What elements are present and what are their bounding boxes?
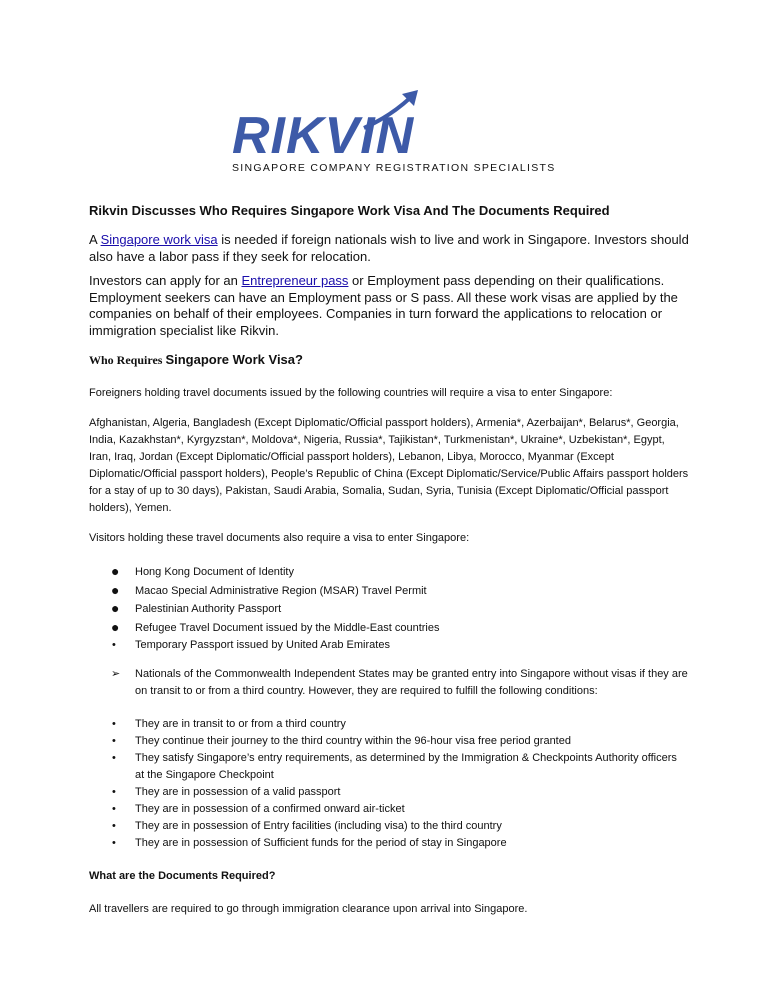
intro-suffix: is needed if foreign nationals wish to live and work in Singapore. Investors should also have a labor pass if they seek for relocation.: [89, 232, 689, 264]
bullet-icon: •: [112, 786, 116, 798]
condition-text: They are in possession of a confirmed onward air-ticket: [135, 803, 405, 815]
bullet-icon: •: [112, 752, 116, 764]
document-item-text: Hong Kong Document of Identity: [135, 566, 294, 578]
para2-suffix: or Employment pass depending on their qualifications. Employment seekers can have an Employment pass or S pass. All these work visas are applied by the companies on behalf of their employees. Companies in turn forward the applications to relocation or immigration specialist like Rikvin.: [89, 273, 678, 338]
section-heading-documents: What are the Documents Required?: [89, 870, 276, 882]
foreigners-intro: Foreigners holding travel documents issued by the following countries will require a visa to enter Singapore:: [89, 387, 613, 399]
logo-tagline: SINGAPORE COMPANY REGISTRATION SPECIALISTS: [232, 162, 556, 174]
logo-wordmark: RIKVIN: [232, 107, 415, 165]
document-item-text: Macao Special Administrative Region (MSAR) Travel Permit: [135, 584, 427, 597]
intro-paragraph: [89, 232, 689, 265]
rising-arrow-icon: [362, 90, 422, 130]
list-item: [89, 637, 689, 654]
investors-paragraph: [89, 273, 689, 339]
page-title: Rikvin Discusses Who Requires Singapore Work Visa And The Documents Required: [89, 203, 610, 218]
bullet-icon: •: [112, 735, 116, 747]
list-item: [89, 835, 689, 852]
cis-note-text: Nationals of the Commonwealth Independent States may be granted entry into Singapore without visas if they are on transit to or from a third country. However, they are required to fulfill the following conditions:: [135, 668, 688, 697]
list-item: [89, 750, 689, 784]
bullet-icon: ●: [111, 618, 120, 635]
list-item: [89, 619, 689, 638]
list-item: [89, 733, 689, 750]
bullet-icon: •: [112, 639, 116, 651]
final-paragraph: All travellers are required to go through immigration clearance upon arrival into Singapore.: [89, 903, 528, 915]
condition-text: They satisfy Singapore’s entry requirements, as determined by the Immigration & Checkpoints Authority officers at the Singapore Checkpoint: [135, 752, 677, 781]
para2-prefix: Investors can apply for an: [89, 273, 242, 288]
bullet-icon: •: [112, 837, 116, 849]
document-item-text: Refugee Travel Document issued by the Middle-East countries: [135, 621, 440, 634]
bullet-icon: ●: [111, 600, 120, 616]
visitors-intro: Visitors holding these travel documents also require a visa to enter Singapore:: [89, 532, 470, 544]
travel-documents-list: [89, 563, 689, 637]
document-item-text: Temporary Passport issued by United Arab Emirates: [135, 639, 390, 651]
bullet-icon: •: [112, 803, 116, 815]
condition-text: They continue their journey to the third country within the 96-hour visa free period granted: [135, 735, 571, 747]
bullet-icon: •: [112, 820, 116, 832]
rikvin-logo: [232, 90, 562, 180]
bullet-icon: ●: [111, 563, 120, 579]
arrow-bullet-icon: ➢: [111, 668, 121, 680]
singapore-work-visa-link[interactable]: Singapore work visa: [100, 232, 218, 247]
countries-list: Afghanistan, Algeria, Bangladesh (Except Diplomatic/Official passport holders), Armenia*, Azerbaijan*, Belarus*, Georgia, India, Kazakhstan*, Kyrgyzstan*, Moldova*, Nigeria, Russia*, Tajikistan*, Turkmenistan*, Ukraine*, Uzbekistan*, Egypt, Iran, Iraq, Jordan (Except Diplomatic/Official passport holders), Lebanon, Libya, Morocco, Myanmar (Except Diplomatic/Official passport holders), People’s Republic of China (Except Diplomatic/Service/Public Affairs passport holders for a stay of up to 30 days), Pakistan, Saudi Arabia, Somalia, Sudan, Syria, Tunisia (Except Diplomatic/Official passport holders), Yemen.: [89, 417, 689, 514]
travel-documents-list-cont: [89, 637, 689, 654]
cis-note: [89, 666, 689, 700]
section-heading-who-requires: [89, 351, 689, 369]
list-item: [89, 716, 689, 733]
subheading-part1: Who Requires: [89, 353, 166, 367]
condition-text: They are in transit to or from a third country: [135, 718, 346, 730]
condition-text: They are in possession of a valid passport: [135, 786, 341, 798]
condition-text: They are in possession of Sufficient funds for the period of stay in Singapore: [135, 837, 507, 849]
condition-text: They are in possession of Entry facilities (including visa) to the third country: [135, 820, 502, 832]
list-item: [89, 784, 689, 801]
document-item-text: Palestinian Authority Passport: [135, 603, 282, 615]
list-item: [89, 801, 689, 818]
subheading-part2: Singapore Work Visa?: [165, 352, 303, 367]
list-item: [89, 563, 689, 582]
conditions-list: [89, 716, 689, 852]
list-item: [89, 818, 689, 835]
entrepreneur-pass-link[interactable]: Entrepreneur pass: [241, 273, 349, 288]
document-body: [89, 202, 689, 931]
bullet-icon: •: [112, 718, 116, 730]
bullet-icon: ●: [111, 581, 120, 598]
list-item: [89, 582, 689, 601]
list-item: [89, 600, 689, 619]
intro-prefix: A: [89, 232, 101, 247]
